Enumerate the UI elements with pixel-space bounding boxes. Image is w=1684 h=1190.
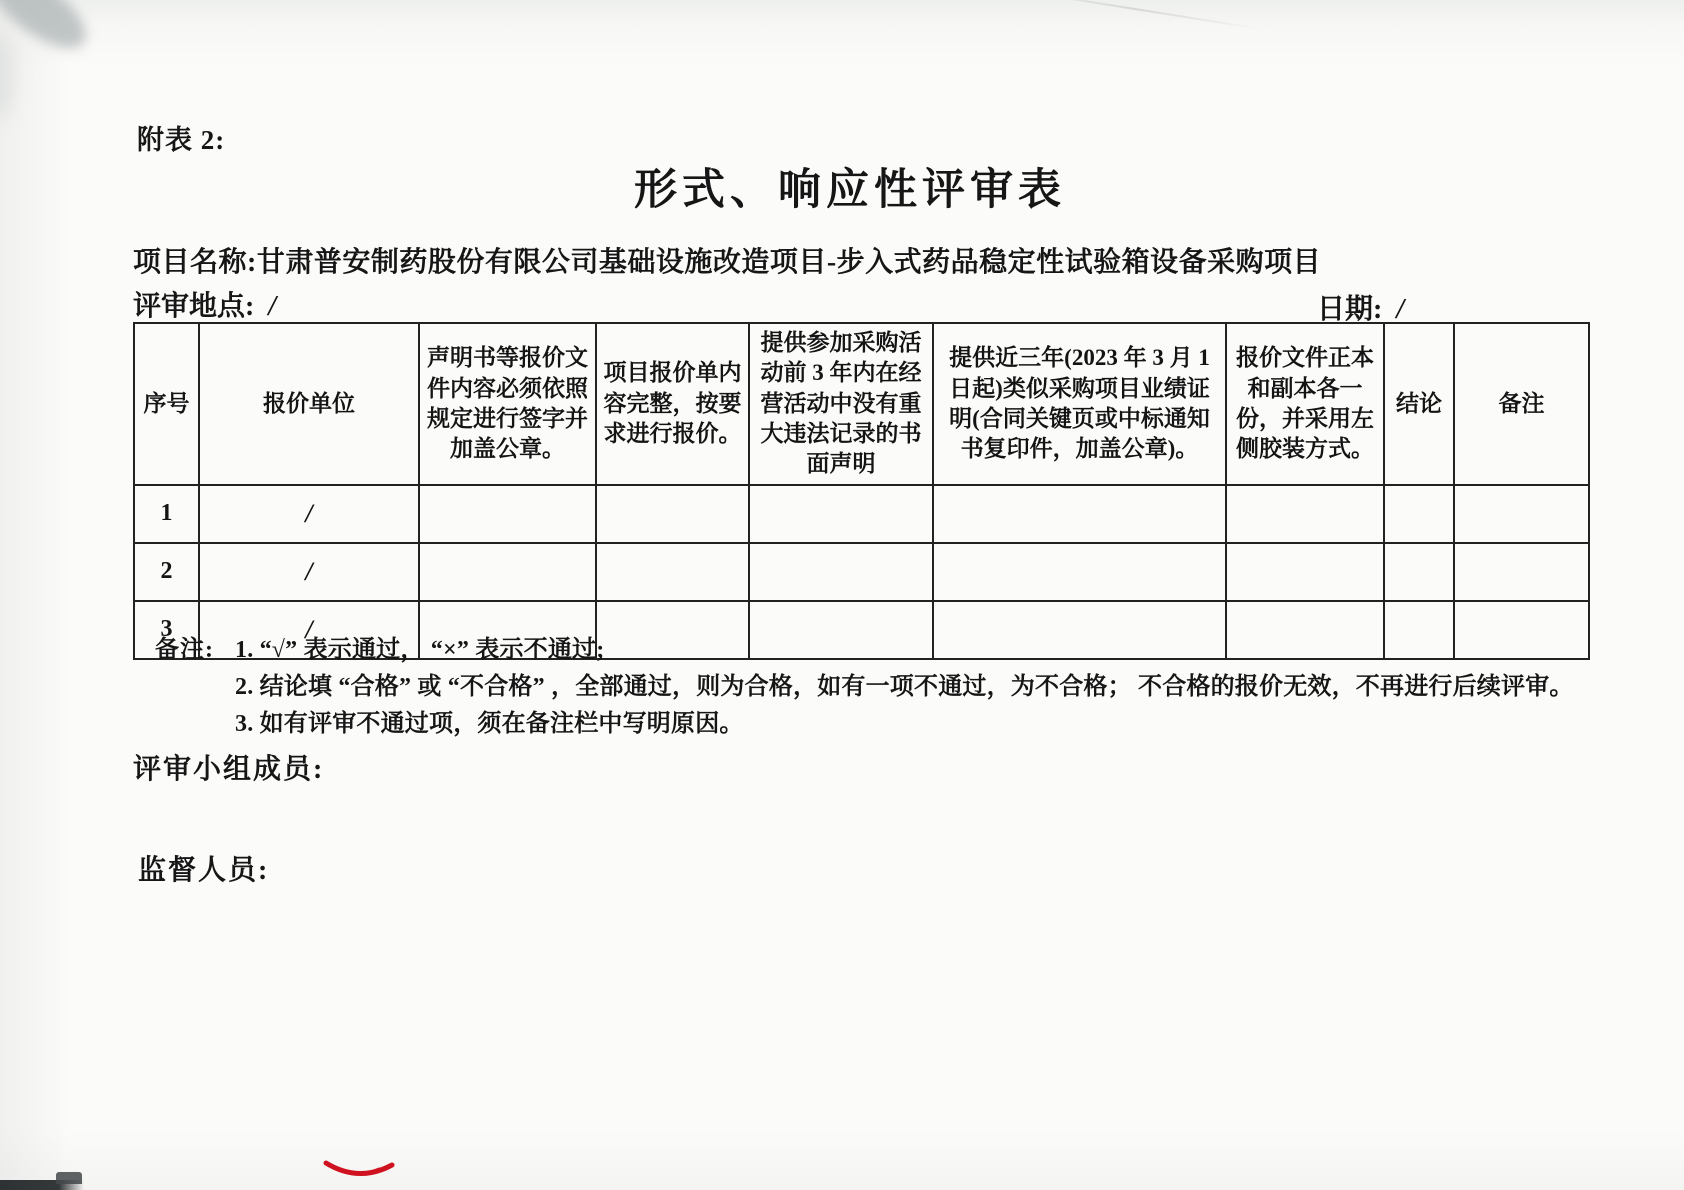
cell-empty	[596, 543, 749, 601]
cell-empty	[419, 543, 596, 601]
header-row	[134, 323, 1589, 485]
project-name-label: 项目名称:	[133, 247, 257, 278]
page-title: 形式、响应性评审表	[634, 167, 1066, 214]
cell-empty	[596, 485, 749, 543]
cell-empty	[749, 485, 933, 543]
header-cell-conclusion: 结论	[1384, 323, 1454, 485]
review-location-value: /	[268, 291, 277, 322]
header-cell-performance: 提供近三年(2023 年 3 月 1 日起)类似采购项目业绩证明(合同关键页或中标通知书复印件，加盖公章)。	[933, 323, 1226, 485]
review-location-line	[133, 284, 276, 324]
cell-bidder: /	[199, 485, 419, 543]
paper-crease	[1006, 0, 1263, 30]
cell-seq: 2	[134, 543, 199, 601]
review-table	[133, 322, 1590, 663]
date-label: 日期:	[1317, 294, 1383, 325]
note-item-2: 2. 结论填 “合格” 或 “不合格” ，全部通过，则为合格，如有一项不通过，为不合格； 不合格的报价无效，不再进行后续评审。	[235, 674, 1574, 700]
paper-corner-edge-notch	[56, 1172, 82, 1184]
table-row	[134, 485, 1589, 543]
header-cell-no-violation: 提供参加采购活动前 3 年内在经营活动中没有重大违法记录的书面声明	[749, 323, 933, 485]
header-cell-seq: 序号	[134, 323, 199, 485]
review-location-label: 评审地点:	[133, 291, 255, 322]
cell-empty	[933, 543, 1226, 601]
red-pen-stroke	[323, 1156, 397, 1184]
date-line	[1317, 287, 1404, 327]
notes-section	[155, 638, 1595, 749]
cell-empty	[1454, 485, 1589, 543]
review-panel-members-label: 评审小组成员:	[133, 754, 325, 785]
cell-empty	[1384, 485, 1454, 543]
notes-label: 备注:	[155, 637, 214, 663]
note-item-1: 1. “√” 表示通过， “×” 表示不通过;	[235, 637, 605, 663]
cell-empty	[419, 485, 596, 543]
cell-seq: 1	[134, 485, 199, 543]
cell-empty	[1226, 485, 1384, 543]
table-row	[134, 543, 1589, 601]
cell-empty	[1454, 543, 1589, 601]
cell-seq: 3	[134, 601, 199, 659]
date-value: /	[1396, 294, 1405, 325]
header-cell-remarks: 备注	[1454, 323, 1589, 485]
scan-shadow-blob-faint	[0, 34, 14, 120]
header-cell-bidder: 报价单位	[199, 323, 419, 485]
note-item-3: 3. 如有评审不通过项，须在备注栏中写明原因。	[235, 711, 744, 737]
paper-corner-edge	[0, 1180, 84, 1190]
scan-shadow-blob	[0, 0, 98, 62]
cell-empty	[933, 485, 1226, 543]
cell-bidder: /	[199, 601, 419, 659]
header-cell-binding: 报价文件正本和副本各一份，并采用左侧胶装方式。	[1226, 323, 1384, 485]
cell-empty	[1226, 543, 1384, 601]
cell-empty	[1384, 543, 1454, 601]
cell-empty	[749, 543, 933, 601]
header-cell-declaration: 声明书等报价文件内容必须依照规定进行签字并加盖公章。	[419, 323, 596, 485]
bottom-edge-shading	[0, 1130, 1684, 1190]
cell-bidder: /	[199, 543, 419, 601]
header-cell-quote-complete: 项目报价单内容完整，按要求进行报价。	[596, 323, 749, 485]
project-name-line	[133, 240, 1593, 280]
annex-label: 附表 2:	[137, 125, 226, 155]
supervisor-label: 监督人员:	[138, 855, 270, 886]
project-name-value: 甘肃普安制药股份有限公司基础设施改造项目-步入式药品稳定性试验箱设备采购项目	[256, 247, 1322, 278]
